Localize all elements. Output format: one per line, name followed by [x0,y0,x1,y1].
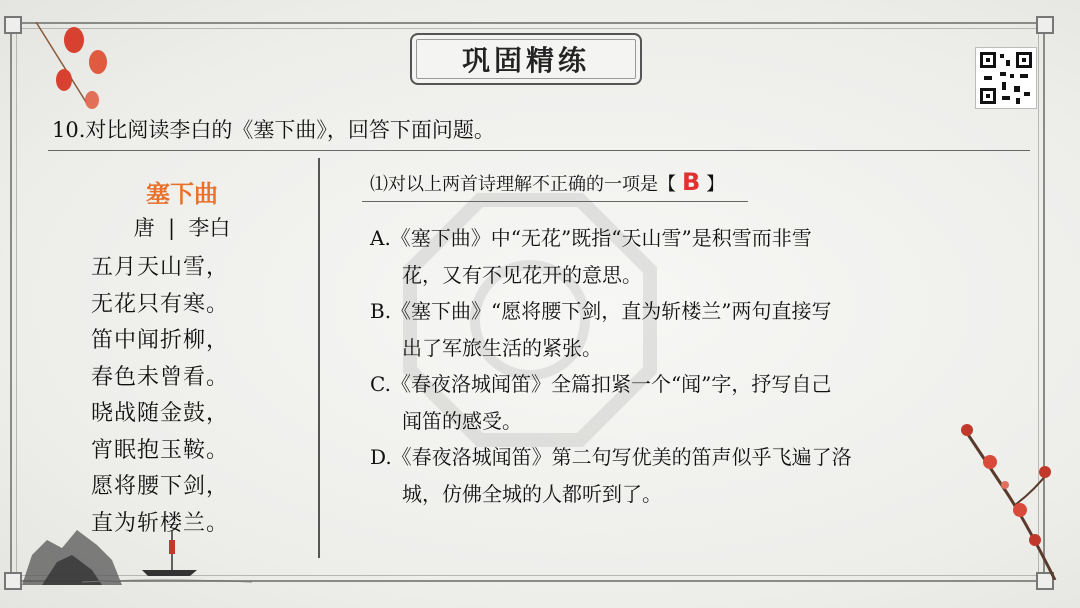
option-b [370,293,1030,366]
title-banner [410,33,642,85]
option-line: B.《塞下曲》“愿将腰下剑，直为斩楼兰”两句直接写 [370,299,832,323]
options-list [370,220,1030,512]
poem-line: 笛中闻折柳， [91,328,230,353]
option-d [370,439,1030,512]
lantern-decoration-icon [26,22,116,112]
option-a [370,220,1030,293]
option-line: 出了军旅生活的紧张。 [402,335,602,360]
frame-corner-bottom-left [4,572,22,590]
option-line: 城，仿佛全城的人都听到了。 [402,481,662,506]
frame-corner-top-left [4,16,22,34]
option-c [370,366,1030,439]
sub-question [370,168,724,196]
plum-blossom-icon [945,400,1060,580]
sub-question-text: ⑴对以上两首诗理解不正确的一项是【 [370,174,676,195]
frame-corner-top-right [1036,16,1054,34]
column-divider [318,158,320,558]
question-prompt: 10.对比阅读李白的《塞下曲》，回答下面问题。 [52,118,495,142]
poem-author: 唐 | 李白 [133,216,231,240]
option-line: 闻笛的感受。 [402,408,522,433]
poem-body [91,250,291,542]
sub-question-bracket: 】 [706,174,725,195]
option-line: 花，又有不见花开的意思。 [402,262,642,287]
option-line: A.《塞下曲》中“无花”既指“天山雪”是积雪而非雪 [370,226,812,250]
poem-line: 五月天山雪， [91,255,230,280]
qr-code-icon[interactable] [975,47,1037,109]
poem-line: 无花只有寒。 [91,291,230,317]
page-title: 巩固精练 [461,44,590,77]
poem-line: 宵眠抱玉鞍。 [91,437,230,463]
poem-line: 直为斩楼兰。 [91,510,230,536]
poem-line: 晓战随金鼓， [91,401,230,426]
option-line: D.《春夜洛城闻笛》第二句写优美的笛声似乎飞遍了洛 [370,445,852,469]
ink-landscape-icon [22,500,262,585]
poem-line: 春色未曾看。 [91,364,230,390]
sub-question-underline [362,201,748,202]
poem-title: 塞下曲 [146,180,218,208]
option-line: C.《春夜洛城闻笛》全篇扣紧一个“闻”字，抒写自己 [370,372,832,396]
question-underline [48,150,1030,151]
answer-mark: B [682,168,701,196]
poem-line: 愿将腰下剑， [91,474,230,499]
